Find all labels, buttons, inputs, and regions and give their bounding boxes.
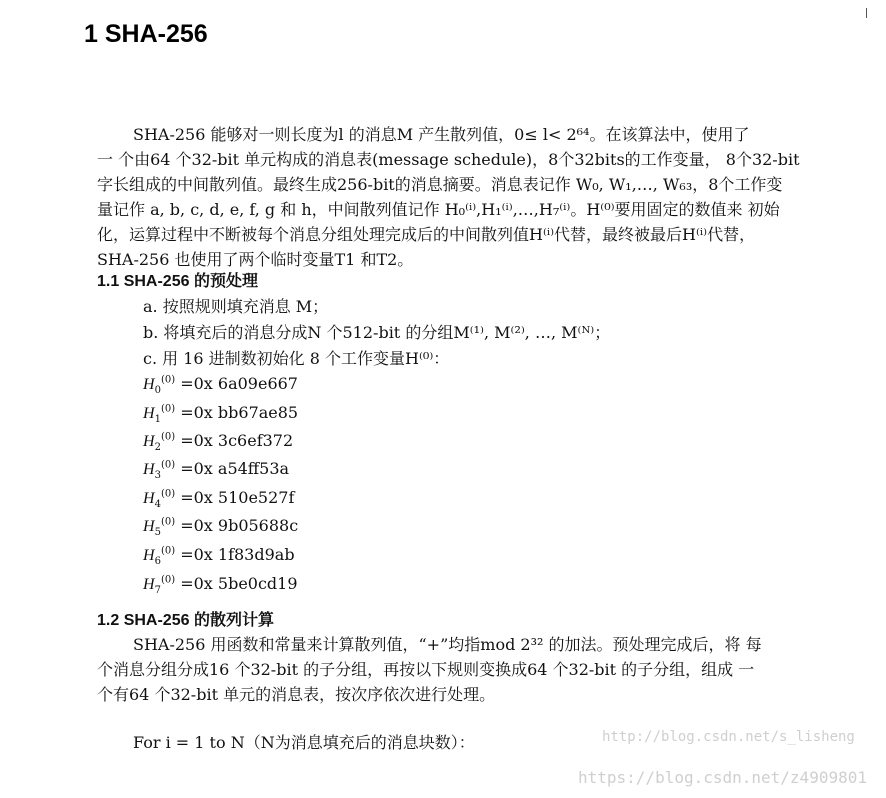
intro-line: 化，运算过程中不断被每个消息分组处理完成后的中间散列值H⁽ⁱ⁾代替，最终被最后H⁽ⁱ⁾代替，	[97, 225, 756, 244]
init-value-row: $H_5^{(0)} =0x$ 9b05688c	[143, 516, 299, 539]
init-value-row: $H_7^{(0)} =0x$ 5be0cd19	[143, 574, 298, 597]
init-value-row: $H_2^{(0)} =0x$ 3c6ef372	[143, 431, 294, 454]
hash-line: 个有64 个32-bit 单元的消息表，按次序依次进行处理。	[97, 685, 496, 704]
preprocess-step: c. 用 16 进制数初始化 8 个工作变量H⁽⁰⁾：	[143, 349, 450, 368]
intro-line: SHA-256 也使用了两个临时变量T1 和T2。	[97, 250, 414, 269]
document-title: 1 SHA-256	[84, 20, 208, 48]
hash-paragraph	[97, 632, 762, 707]
hash-line: 个消息分组分成16 个32-bit 的子分组，再按以下规则变换成64 个32-bit 的子分组，组成 一	[97, 660, 755, 679]
watermark-text: https://blog.csdn.net/z4909801	[578, 768, 867, 787]
section-heading-preprocess: 1.1 SHA-256 的预处理	[97, 273, 258, 290]
hash-line: SHA-256 用函数和常量来计算散列值，“+”均指mod 2³² 的加法。预处理完成后，将 每	[133, 635, 762, 654]
init-value-row: $H_4^{(0)} =0x$ 510e527f	[143, 488, 295, 511]
intro-line: SHA-256 能够对一则长度为l 的消息M 产生散列值，0≤ l< 2⁶⁴。在该算法中，使用了	[133, 125, 750, 144]
intro-line: 一 个由64 个32-bit 单元构成的消息表(message schedule)，8个32bits的工作变量， 8个32-bit	[97, 150, 800, 169]
preprocess-step: a. 按照规则填充消息 M；	[143, 297, 329, 316]
preprocess-step: b. 将填充后的消息分成N 个512-bit 的分组M⁽¹⁾, M⁽²⁾, …, M⁽ᴺ⁾；	[143, 323, 611, 342]
intro-line: 量记作 a, b, c, d, e, f, g 和 h，中间散列值记作 H₀⁽ⁱ⁾,H₁⁽ⁱ⁾,…,H₇⁽ⁱ⁾。H⁽⁰⁾要用固定的数值来 初始	[97, 200, 780, 219]
page-edge-mark	[866, 8, 867, 18]
for-loop-line: For i = 1 to N（N为消息填充后的消息块数）：	[133, 733, 475, 752]
init-value-row: $H_6^{(0)} =0x$ 1f83d9ab	[143, 545, 295, 568]
section-heading-hash: 1.2 SHA-256 的散列计算	[97, 612, 274, 629]
init-value-row: $H_0^{(0)} =0x$ 6a09e667	[143, 374, 298, 397]
intro-paragraph	[97, 122, 800, 272]
init-value-row: $H_3^{(0)} =0x$ a54ff53a	[143, 459, 290, 482]
watermark-text: http://blog.csdn.net/s_lisheng	[602, 729, 855, 745]
intro-line: 字长组成的中间散列值。最终生成256-bit的消息摘要。消息表记作 W₀, W₁,…, W₆₃，8个工作变	[97, 175, 783, 194]
init-value-row: $H_1^{(0)} =0x$ bb67ae85	[143, 403, 299, 426]
